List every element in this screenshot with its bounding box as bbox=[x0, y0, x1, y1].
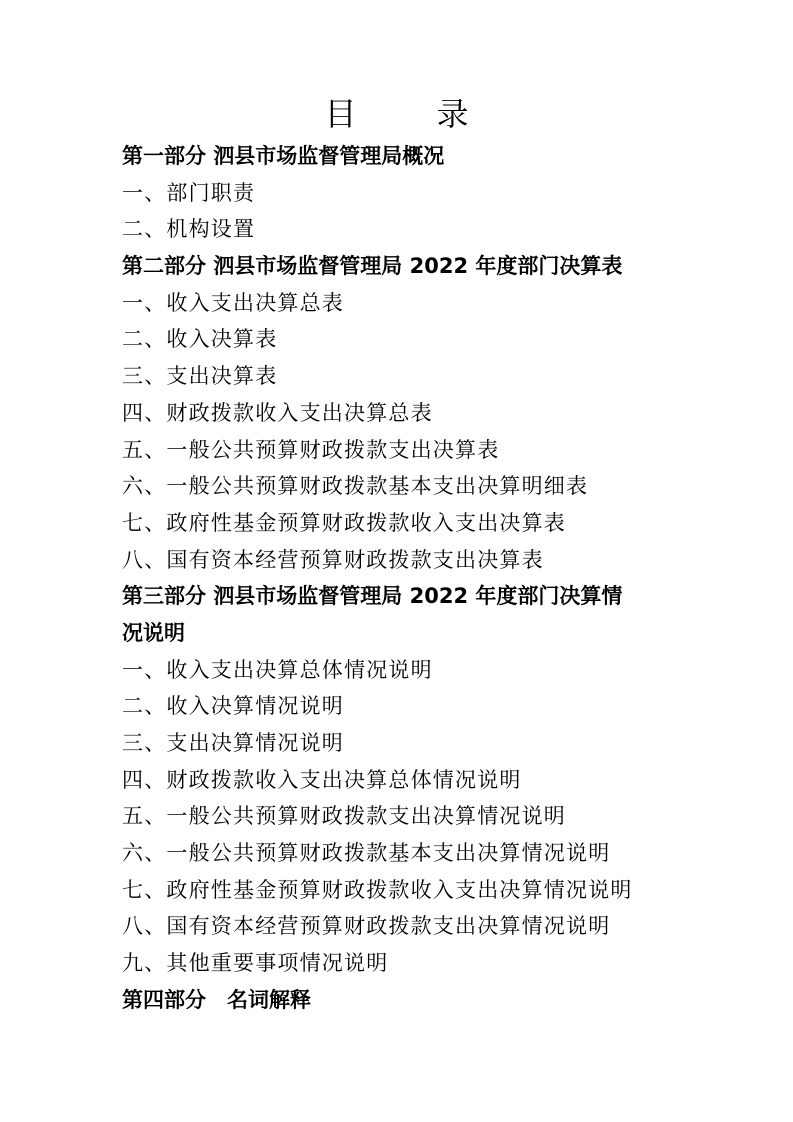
table-of-contents bbox=[122, 138, 682, 1019]
toc-item: 八、国有资本经营预算财政拨款支出决算情况说明 bbox=[122, 914, 611, 939]
toc-item: 一、部门职责 bbox=[122, 180, 256, 205]
toc-item: 七、政府性基金预算财政拨款收入支出决算表 bbox=[122, 510, 566, 535]
toc-item: 八、国有资本经营预算财政拨款支出决算表 bbox=[122, 547, 544, 572]
toc-heading-part-3-continued: 况说明 bbox=[122, 620, 185, 645]
toc-item: 二、机构设置 bbox=[122, 217, 256, 242]
page-title: 目 录 bbox=[324, 95, 493, 133]
toc-item: 七、政府性基金预算财政拨款收入支出决算情况说明 bbox=[122, 877, 633, 902]
toc-heading-part-4: 第四部分 名词解释 bbox=[122, 987, 311, 1012]
toc-item: 二、收入决算表 bbox=[122, 327, 278, 352]
toc-heading-part-3: 第三部分 泗县市场监督管理局 2022 年度部门决算情 bbox=[122, 584, 623, 609]
toc-item: 三、支出决算表 bbox=[122, 364, 278, 389]
toc-item: 四、财政拨款收入支出决算总体情况说明 bbox=[122, 767, 522, 792]
toc-heading-part-1: 第一部分 泗县市场监督管理局概况 bbox=[122, 144, 445, 168]
toc-item: 二、收入决算情况说明 bbox=[122, 694, 344, 719]
toc-item: 五、一般公共预算财政拨款支出决算表 bbox=[122, 437, 500, 462]
toc-item: 三、支出决算情况说明 bbox=[122, 731, 344, 755]
toc-item: 五、一般公共预算财政拨款支出决算情况说明 bbox=[122, 804, 566, 829]
toc-item: 六、一般公共预算财政拨款基本支出决算明细表 bbox=[122, 474, 589, 499]
toc-item: 六、一般公共预算财政拨款基本支出决算情况说明 bbox=[122, 841, 611, 866]
toc-item: 九、其他重要事项情况说明 bbox=[122, 951, 389, 976]
toc-heading-part-2: 第二部分 泗县市场监督管理局 2022 年度部门决算表 bbox=[122, 254, 623, 279]
toc-item: 一、收入支出决算总表 bbox=[122, 290, 344, 315]
toc-item: 一、收入支出决算总体情况说明 bbox=[122, 657, 433, 682]
toc-item: 四、财政拨款收入支出决算总表 bbox=[122, 400, 433, 425]
